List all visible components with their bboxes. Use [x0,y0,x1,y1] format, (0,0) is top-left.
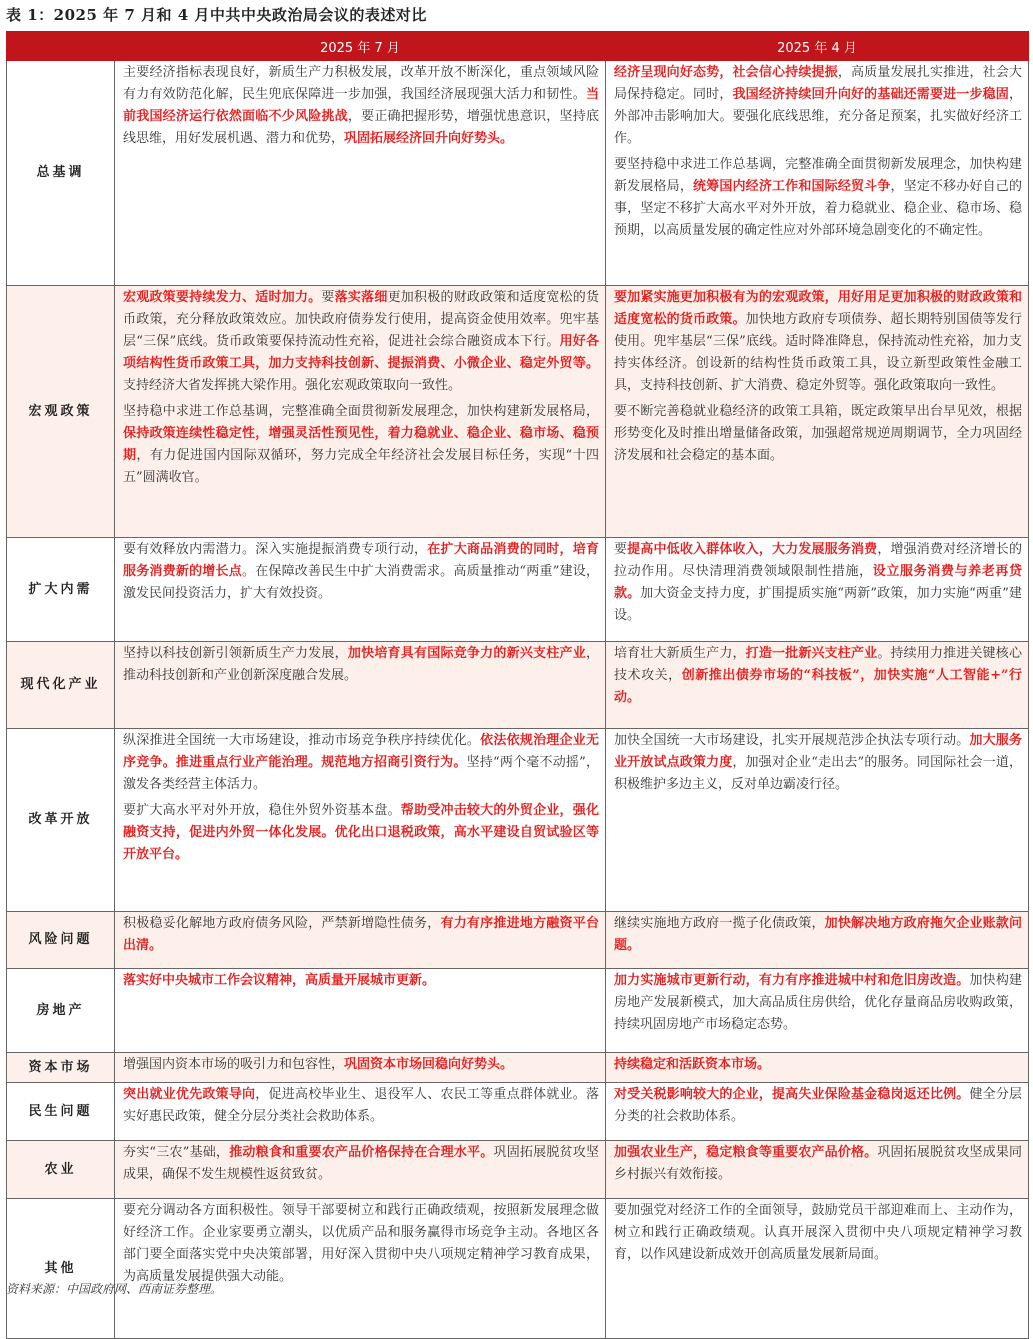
body-text: 夯实“三农”基础， [123,1145,230,1160]
header-april: 2025 年 4 月 [606,32,1029,61]
cell-paragraph [614,1054,1022,1076]
highlight-text: 落实落细 [334,290,388,305]
table-row [7,1083,1029,1141]
cell-paragraph [614,1084,1022,1128]
cell-paragraph [614,154,1022,242]
highlight-text: 打造一批新兴支柱产业 [745,646,878,661]
cell-paragraph [123,643,599,687]
body-text: 主要经济指标表现良好，新质生产力积极发展，改革开放不断深化，重点领域风险有力有效防范化解，民生兜底保障进一步加强，我国经济展现强大活力和韧性。 [123,65,599,102]
row-category: 扩大内需 [7,538,115,642]
cell-april [606,969,1029,1053]
table-header-row [7,32,1029,61]
row-category: 民生问题 [7,1083,115,1141]
cell-paragraph [123,1084,599,1128]
highlight-text: 当前我国经济运行依然面临不少风险挑战 [123,87,599,124]
cell-july [115,1141,606,1199]
cell-paragraph [123,539,599,605]
comparison-table [6,31,1029,1339]
body-text: 要 [321,290,335,305]
body-text: ，要正确把握形势，增强忧患意识，坚持底线思维，用好发展机遇、潜力和优势， [123,109,599,146]
cell-paragraph [123,401,599,489]
header-corner [7,32,115,61]
cell-paragraph [614,970,1022,1036]
cell-paragraph [123,287,599,397]
highlight-text: 突出就业优先政策导向 [123,1087,256,1102]
cell-july [115,969,606,1053]
cell-paragraph [614,730,1022,796]
cell-july [115,538,606,642]
body-text: 巩固拓展脱贫攻坚成果同乡村振兴有效衔接。 [614,1145,1022,1182]
body-text: ，有力促进国内国际双循环，努力完成全年经济社会发展目标任务，实现“十四五”圆满收官。 [123,448,599,485]
row-category: 农业 [7,1141,115,1199]
body-text: 要扩大高水平对外开放，稳住外贸外资基本盘。 [123,803,401,818]
body-text: 继续实施地方政府一揽子化债政策， [614,916,825,931]
cell-paragraph [614,62,1022,150]
cell-july [115,1199,606,1339]
body-text: ，高质量发展扎实推进，社会大局保持稳定。同时， [614,65,1022,102]
row-category: 其他 [7,1199,115,1339]
row-category: 总基调 [7,61,115,286]
cell-july [115,1053,606,1083]
body-text: 增强国内资本市场的吸引力和包容性， [123,1057,345,1072]
highlight-text: 在扩大商品消费的同时，培育服务消费新的增长点 [123,542,599,579]
highlight-text: 加快培育具有国际竞争力的新兴支柱产业 [347,646,586,661]
cell-july [115,912,606,969]
cell-paragraph [123,970,599,992]
table-row [7,1053,1029,1083]
cell-april [606,538,1029,642]
cell-july [115,729,606,912]
cell-paragraph [614,643,1022,709]
cell-april [606,729,1029,912]
cell-april [606,286,1029,538]
body-text: 纵深推进全国统一大市场建设，推动市场竞争秩序持续优化。 [123,733,481,748]
body-text: 培育壮大新质生产力， [614,646,746,661]
row-category: 宏观政策 [7,286,115,538]
body-text: ，推动科技创新和产业创新深度融合发展。 [123,646,599,683]
body-text: 巩固拓展脱贫攻坚成果，确保不发生规模性返贫致贫。 [123,1145,599,1182]
cell-april [606,1053,1029,1083]
body-text: 加快地方政府专项债券、超长期特别国债等发行使用。兜牢基层“三保”底线。适时降准降息，保持流动性充裕，加力支持实体经济。创设新的结构性货币政策工具，设立新型政策性金融工具，支持科技创新、扩大消费、稳定外贸等。强化政策取向一致性。 [614,312,1022,393]
body-text: 要 [614,542,628,557]
body-text: 要加强党对经济工作的全面领导，鼓励党员干部迎难而上、主动作为，树立和践行正确政绩观。认真开展深入贯彻中央八项规定精神学习教育，以作风建设新成效开创高质量发展新局面。 [614,1203,1022,1262]
cell-july [115,61,606,286]
highlight-text: 创新推出债券市场的“科技板”，加快实施“人工智能+”行动。 [614,668,1022,705]
highlight-text: 统筹国内经济工作和国际经贸斗争 [693,179,891,194]
highlight-text: 帮助受冲击较大的外贸企业，强化融资支持，促进内外贸一体化发展。优化出口退税政策，高水平建设自贸试验区等开放平台。 [123,803,599,862]
cell-paragraph [614,1142,1022,1186]
table-row [7,969,1029,1053]
body-text: 更加积极的财政政策和适度宽松的货币政策，充分释放政策效应。加快政府债券发行使用，提高资金使用效率。兜牢基层“三保”底线。货币政策要保持流动性充裕，促进社会综合融资成本下行。 [123,290,599,349]
cell-paragraph [123,1054,599,1076]
highlight-text: 要加紧实施更加积极有为的宏观政策，用好用足更加积极的财政政策和适度宽松的货币政策。 [614,290,1022,327]
header-july: 2025 年 7 月 [115,32,606,61]
cell-paragraph [123,1200,599,1288]
highlight-text: 巩固拓展经济回升向好势头。 [344,131,514,146]
table-row [7,61,1029,286]
row-category: 改革开放 [7,729,115,912]
body-text: ，外部冲击影响加大。要强化底线思维，充分备足预案，扎实做好经济工作。 [614,87,1022,146]
cell-april [606,61,1029,286]
cell-paragraph [123,800,599,866]
body-text: ，加强对企业“走出去”的服务。同国际社会一道，积极维护多边主义，反对单边霸凌行径。 [614,755,1022,792]
body-text: 坚持以科技创新引领新质生产力发展， [123,646,348,661]
table-row [7,642,1029,729]
body-text: 要充分调动各方面积极性。领导干部要树立和践行正确政绩观，按照新发展理念做好经济工作。企业家要勇立潮头，以优质产品和服务赢得市场竞争主动。各地区各部门要全面落实党中央决策部署，用好深入贯彻中央八项规定精神学习教育成果，为高质量发展提供强大动能。 [123,1203,599,1284]
cell-april [606,1199,1029,1339]
body-text: 要坚持稳中求进工作总基调，完整准确全面贯彻新发展理念，加快构建新发展格局， [614,157,1022,194]
highlight-text: 依法依规治理企业无序竞争。推进重点行业产能治理。规范地方招商引资行为。 [123,733,599,770]
body-text: ，促进高校毕业生、退役军人、农民工等重点群体就业。落实好惠民政策，健全分层分类社会救助体系。 [123,1087,599,1124]
body-text: 加大资金支持力度，扩围提质实施“两新”政策，加力实施“两重”建设。 [614,586,1022,623]
table-row [7,729,1029,912]
cell-april [606,1141,1029,1199]
highlight-text: 加强农业生产，稳定粮食等重要农产品价格。 [614,1145,878,1160]
cell-july [115,286,606,538]
cell-april [606,642,1029,729]
cell-july [115,1083,606,1141]
table-row [7,912,1029,969]
row-category: 房地产 [7,969,115,1053]
cell-paragraph [123,730,599,796]
body-text: 要不断完善稳就业稳经济的政策工具箱，既定政策早出台早见效，根据形势变化及时推出增量储备政策，加强超常规逆周期调节，全力巩固经济发展和社会稳定的基本面。 [614,404,1022,463]
source-note: 资料来源：中国政府网、西南证券整理。 [6,1282,223,1296]
row-category: 资本市场 [7,1053,115,1083]
highlight-text: 加快解决地方政府拖欠企业账款问题。 [614,916,1022,953]
body-text: 加快构建房地产发展新模式，加大高品质住房供给，优化存量商品房收购政策，持续巩固房地产市场稳定态势。 [614,973,1022,1032]
body-text: 坚持稳中求进工作总基调，完整准确全面贯彻新发展理念，加快构建新发展格局， [123,404,599,419]
cell-april [606,1083,1029,1141]
highlight-text: 宏观政策要持续发力、适时加力。 [123,290,322,305]
cell-paragraph [614,287,1022,397]
body-text: ，坚定不移办好自己的事，坚定不移扩大高水平对外开放，着力稳就业、稳企业、稳市场、稳预期，以高质量发展的确定性应对外部环境急剧变化的不确定性。 [614,179,1022,238]
highlight-text: 推动粮食和重要农产品价格保持在合理水平。 [229,1145,494,1160]
highlight-text: 对受关税影响较大的企业，提高失业保险基金稳岗返还比例。 [614,1087,970,1102]
cell-july [115,642,606,729]
body-text: 。在保障改善民生中扩大消费需求。高质量推动“两重”建设，激发民间投资活力，扩大有效投资。 [123,564,599,601]
cell-paragraph [123,62,599,150]
cell-paragraph [614,401,1022,467]
body-text: 支持经济大省发挥挑大梁作用。强化宏观政策取向一致性。 [123,378,462,393]
highlight-text: 有力有序推进地方融资平台出清。 [123,916,599,953]
highlight-text: 加力实施城市更新行动，有力有序推进城中村和危旧房改造。 [614,973,970,988]
highlight-text: 提高中低收入群体收入，大力发展服务消费 [627,542,878,557]
highlight-text: 加大服务业开放试点政策力度 [614,733,1022,770]
body-text: 。持续用力推进关键核心技术攻关， [614,646,1022,683]
body-text: 要有效释放内需潜力。深入实施提振消费专项行动， [123,542,428,557]
body-text: ，增强消费对经济增长的拉动作用。尽快清理消费领域限制性措施， [614,542,1022,579]
cell-paragraph [614,539,1022,627]
cell-paragraph [123,1142,599,1186]
table-row [7,1199,1029,1339]
highlight-text: 我国经济持续回升向好的基础还需要进一步稳固 [732,87,1009,102]
highlight-text: 经济呈现向好态势，社会信心持续提振 [614,65,838,80]
table-row [7,286,1029,538]
cell-paragraph [614,1200,1022,1266]
body-text: 积极稳妥化解地方政府债务风险，严禁新增隐性债务， [123,916,441,931]
row-category: 现代化产业 [7,642,115,729]
highlight-text: 保持政策连续性稳定性，增强灵活性预见性，着力稳就业、稳企业、稳市场、稳预期 [123,426,599,463]
body-text: 坚持“两个毫不动摇”，激发各类经营主体活力。 [123,755,599,792]
table-row [7,538,1029,642]
cell-april [606,912,1029,969]
row-category: 风险问题 [7,912,115,969]
table-row [7,1141,1029,1199]
cell-paragraph [123,913,599,957]
highlight-text: 设立服务消费与养老再贷款。 [614,564,1022,601]
body-text: 健全分层分类的社会救助体系。 [614,1087,1022,1124]
highlight-text: 巩固资本市场回稳向好势头。 [344,1057,514,1072]
cell-paragraph [614,913,1022,957]
highlight-text: 持续稳定和活跃资本市场。 [614,1057,771,1072]
table-title: 表 1：2025 年 7 月和 4 月中共中央政治局会议的表述对比 [6,6,427,24]
highlight-text: 用好各项结构性货币政策工具，加力支持科技创新、提振消费、小微企业、稳定外贸等。 [123,334,599,371]
body-text: 加快全国统一大市场建设，扎实开展规范涉企执法专项行动。 [614,733,970,748]
highlight-text: 落实好中央城市工作会议精神，高质量开展城市更新。 [123,973,436,988]
table-body [7,61,1029,1339]
